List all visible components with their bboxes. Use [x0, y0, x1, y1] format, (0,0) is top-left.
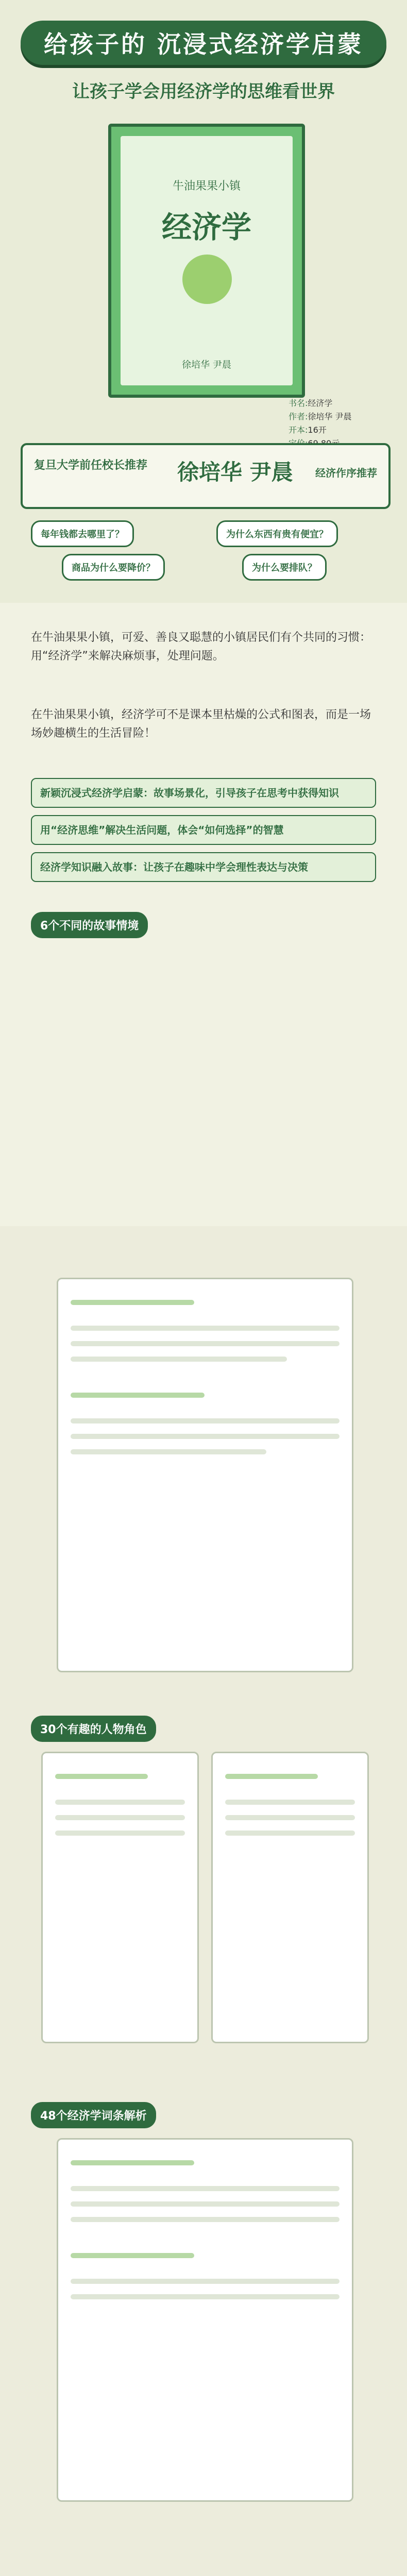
- intro-section: [0, 603, 407, 1226]
- mockup-line: [55, 1831, 185, 1836]
- info-value: 16开: [308, 425, 327, 435]
- info-key: 作者:: [289, 412, 308, 421]
- bullet-list: [31, 778, 376, 889]
- page-mockup: [57, 2138, 353, 2502]
- question-bubble: 商品为什么要降价？: [62, 554, 165, 581]
- mockup-line: [225, 1800, 355, 1805]
- question-bubble: 每年钱都去哪里了？: [31, 520, 134, 547]
- recommendation-card: [21, 443, 391, 509]
- bullet-item: 用“经济思维”解决生活问题，体会“如何选择”的智慧: [31, 815, 376, 845]
- bullet-item: 新颖沉浸式经济学启蒙：故事场景化，引导孩子在思考中获得知识: [31, 778, 376, 808]
- book-title: 经济学: [161, 210, 251, 245]
- mockup-line: [71, 1341, 340, 1346]
- question-bubble: 为什么东西有贵有便宜？: [216, 520, 338, 547]
- info-value: 徐培华 尹晨: [308, 412, 352, 421]
- mockup-line: [71, 2201, 340, 2207]
- page-mockup: [41, 1752, 199, 2043]
- mockup-line: [71, 1300, 194, 1305]
- mockup-line: [225, 1815, 355, 1820]
- mockup-line: [71, 2294, 340, 2299]
- mockup-line: [71, 2186, 340, 2191]
- reco-left: 复旦大学前任校长推荐: [34, 459, 148, 472]
- intro-paragraph-text: 在牛油果果小镇，可爱、善良又聪慧的小镇居民们有个共同的习惯：用“经济学”来解决麻烦事，处理问题。: [31, 631, 371, 663]
- mockup-line: [225, 1774, 318, 1779]
- mockup-line: [71, 2279, 340, 2284]
- book-info-row: [289, 423, 397, 437]
- info-key: 书名:: [289, 398, 308, 408]
- mockup-line: [71, 2253, 194, 2258]
- mockup-line: [71, 1449, 266, 1454]
- book-info-row: [289, 397, 397, 410]
- mockup-line: [55, 1774, 148, 1779]
- book-author: 徐培华 尹晨: [182, 360, 231, 370]
- intro-paragraph-text: 在牛油果果小镇，经济学可不是课本里枯燥的公式和图表，而是一场场妙趣横生的生活冒险！: [31, 708, 371, 740]
- apple-icon: [182, 255, 232, 304]
- book-info-row: [289, 410, 397, 423]
- question-bubble: 为什么要排队？: [242, 554, 327, 581]
- mockup-line: [71, 1434, 340, 1439]
- mockup-line: [71, 1326, 340, 1331]
- page-mockup: [211, 1752, 369, 2043]
- mockup-line: [71, 2160, 194, 2165]
- reco-names: 徐培华 尹晨: [177, 460, 293, 485]
- book-cover-inner: [121, 136, 293, 385]
- info-value: 经济学: [308, 398, 333, 408]
- hero-banner: [21, 21, 386, 65]
- mockup-line: [71, 2217, 340, 2222]
- mockup-line: [71, 1393, 205, 1398]
- section-tag: 6个不同的故事情境: [31, 912, 148, 938]
- bullet-item: 经济学知识融入故事：让孩子在趣味中学会理性表达与决策: [31, 852, 376, 882]
- mockup-line: [71, 1418, 340, 1423]
- mockup-line: [225, 1831, 355, 1836]
- reco-right: 经济作序推荐: [315, 467, 377, 479]
- mockup-line: [71, 1357, 287, 1362]
- book-cover: [108, 124, 305, 398]
- section-tag: 48个经济学词条解析: [31, 2102, 156, 2128]
- hero-section: [0, 0, 407, 603]
- mockup-line: [55, 1800, 185, 1805]
- intro-paragraph: [31, 629, 376, 666]
- banner-title: 给孩子的 沉浸式经济学启蒙: [43, 30, 363, 58]
- intro-paragraph: [31, 706, 376, 743]
- info-key: 开本:: [289, 425, 308, 435]
- hero-subtitle: 让孩子学会用经济学的思维看世界: [72, 81, 335, 102]
- book-topline: 牛油果果小镇: [172, 180, 241, 193]
- section-tag: 30个有趣的人物角色: [31, 1716, 156, 1742]
- mockup-line: [55, 1815, 185, 1820]
- page-mockup: [57, 1278, 353, 1672]
